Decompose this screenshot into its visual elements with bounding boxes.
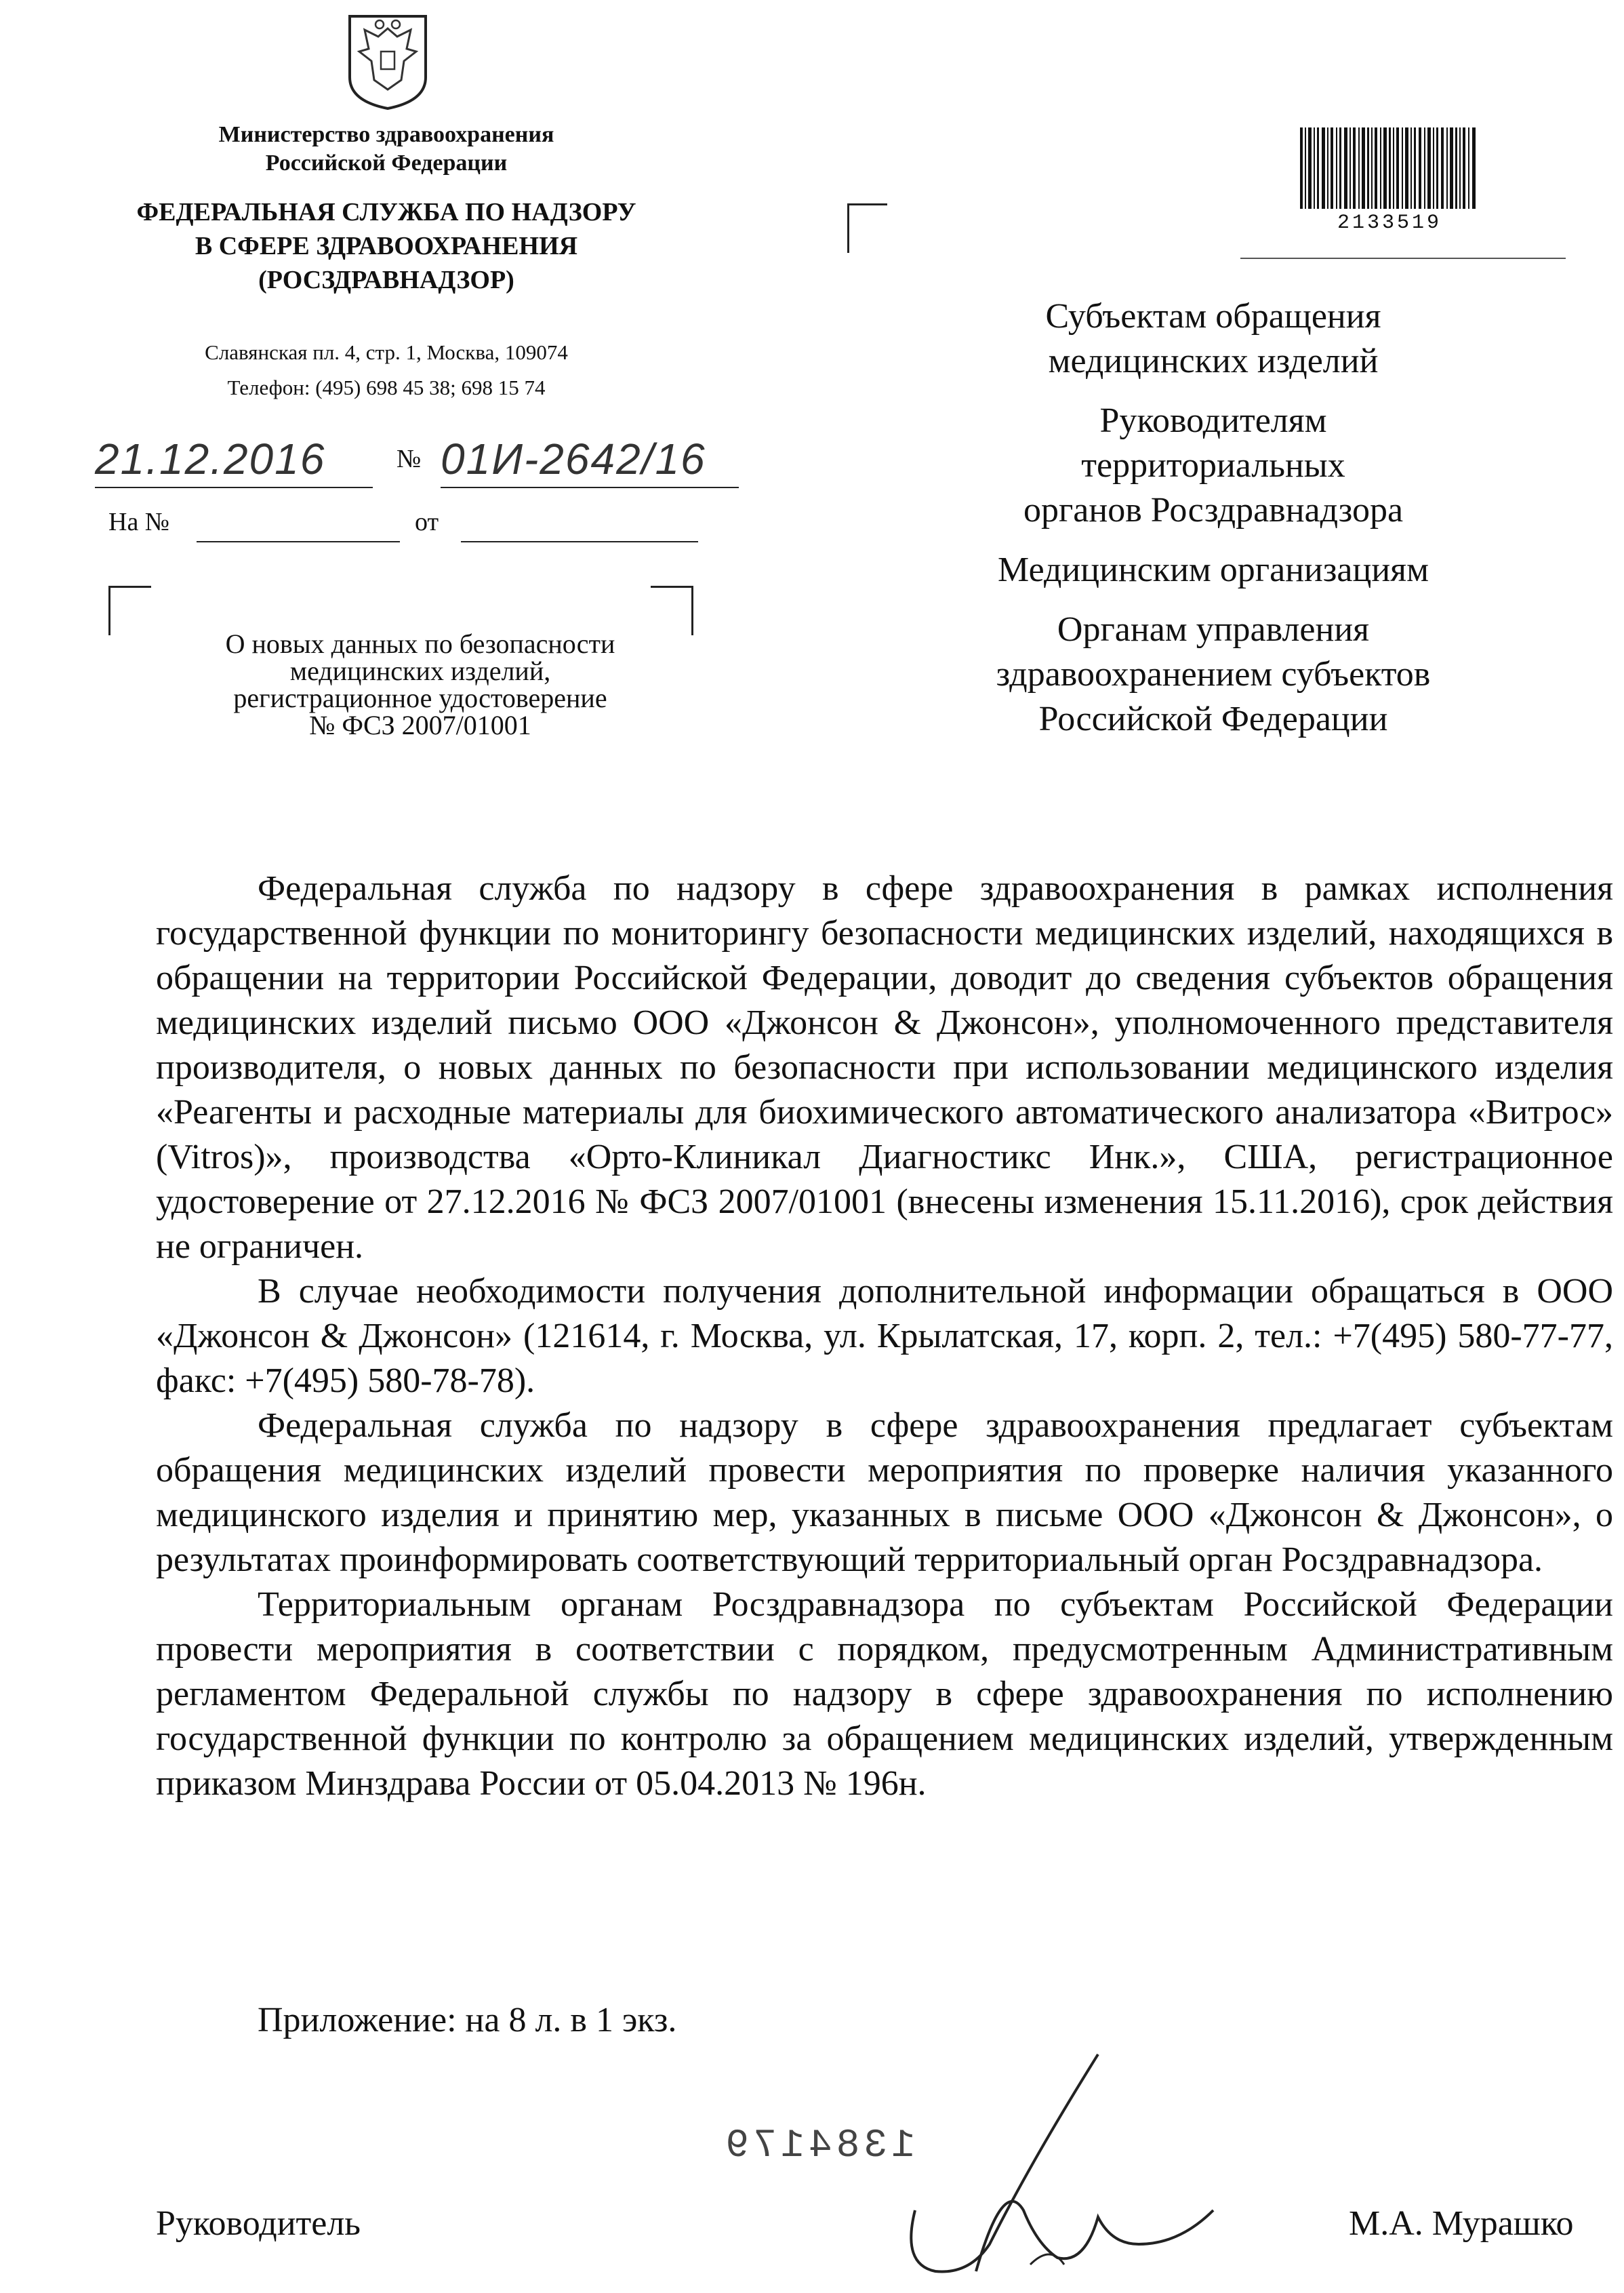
addressee-line: здравоохранением субъектов (996, 655, 1431, 694)
addressee (935, 399, 1491, 533)
barcode (1299, 127, 1478, 216)
agency-line: (РОСЗДРАВНАДЗОР) (258, 266, 514, 294)
corner-mark (847, 203, 887, 253)
body-paragraph: Федеральная служба по надзору в сфере здравоохранения предлагает субъектам обращения медицинских изделий провести мероприятия по проверке наличия указанного медицинского изделия и принятию мер, указанных в письме ООО «Джонсон & Джонсон», о результатах проинформировать соответствующий территориальный орган Росздравнадзора. (156, 1406, 1613, 1579)
barcode-rule (1240, 258, 1566, 259)
addressee-line: Российской Федерации (1038, 700, 1388, 738)
signer-title: Руководитель (156, 2204, 361, 2243)
ministry-line: Российской Федерации (265, 151, 508, 176)
addressee (935, 548, 1491, 593)
barcode-number: 2133519 (1337, 212, 1442, 235)
from-label: от (415, 508, 439, 536)
subject-line: О новых данных по безопасности (225, 629, 615, 659)
letter-subject (136, 631, 705, 739)
phone-line: Телефон: (495) 698 45 38; 698 15 74 (227, 376, 546, 399)
subject-line: № ФСЗ 2007/01001 (309, 710, 531, 740)
ministry-line: Министерство здравоохранения (218, 122, 554, 147)
signer-name: М.А. Мурашко (1349, 2204, 1574, 2243)
body-paragraph: Федеральная служба по надзору в сфере здравоохранения в рамках исполнения государственной функции по мониторингу безопасности медицинских изделий, находящихся в обращении на территории Российской Федерации, доводит до сведения субъектов обращения медицинских изделий письмо ООО «Джонсон & Джонсон», уполномоченного представителя производителя, о новых данных по безопасности при использовании медицинского изделия «Реагенты и расходные материалы для биохимического автоматического анализатора «Витрос» (Vitros)», производства «Орто-Клиникал Диагностикс Инк.», США, регистрационное удостоверение от 27.12.2016 № ФСЗ 2007/01001 (внесены изменения 15.11.2016), срок действия не ограничен. (156, 869, 1613, 1266)
coat-of-arms-icon (344, 9, 431, 111)
reply-to-underline (197, 541, 400, 542)
subject-corner-right (651, 586, 693, 635)
letter-body (156, 866, 1613, 1806)
addressee-line: Руководителям (1099, 401, 1327, 440)
registration-number: 01И-2642/16 (441, 435, 706, 483)
addressee-block (935, 294, 1491, 757)
agency-address (115, 335, 657, 405)
signature-icon (895, 2041, 1247, 2285)
subject-line: медицинских изделий, (289, 656, 551, 686)
body-paragraph: В случае необходимости получения дополнительной информации обращаться в ООО «Джонсон & Джонсон» (121614, г. Москва, ул. Крылатская, 17, корп. 2, тел.: +7(495) 580-77-77, факс: +7(495) 580-78-78). (156, 1272, 1613, 1400)
stamp-number-mark (718, 2115, 922, 2170)
addressee (935, 294, 1491, 384)
svg-text:1384179: 1384179 (721, 2124, 915, 2168)
subject-corner-left (108, 586, 151, 635)
from-underline (461, 541, 698, 542)
reply-to-label: На № (108, 508, 170, 536)
addressee-line: территориальных (1081, 446, 1345, 485)
ministry-name (149, 121, 624, 178)
addressee-line: органов Росздравнадзора (1023, 491, 1404, 530)
number-underline (441, 487, 739, 488)
body-paragraph: Территориальным органам Росздравнадзора по субъектам Российской Федерации провести мероприятия в соответствии с порядком, предусмотренным Административным регламентом Федеральной службы по надзору в сфере здравоохранения по исполнению государственной функции по контролю за обращением медицинских изделий, утвержденным приказом Минздрава России от 05.04.2013 № 196н. (156, 1585, 1613, 1803)
addressee-line: Медицинским организациям (998, 551, 1429, 589)
agency-line: ФЕДЕРАЛЬНАЯ СЛУЖБА ПО НАДЗОРУ (136, 198, 636, 226)
addressee-line: Субъектам обращения (1045, 297, 1381, 336)
addressee (935, 607, 1491, 742)
addressee-line: медицинских изделий (1048, 342, 1379, 380)
agency-name (102, 195, 671, 297)
addressee-line: Органам управления (1057, 610, 1370, 649)
date-underline (95, 487, 373, 488)
address-line: Славянская пл. 4, стр. 1, Москва, 109074 (205, 340, 568, 364)
subject-line: регистрационное удостоверение (233, 683, 607, 713)
number-label: № (397, 445, 422, 473)
appendix-note: Приложение: на 8 л. в 1 экз. (258, 2001, 677, 2039)
agency-line: В СФЕРЕ ЗДРАВООХРАНЕНИЯ (195, 232, 578, 260)
registration-date: 21.12.2016 (95, 435, 326, 483)
